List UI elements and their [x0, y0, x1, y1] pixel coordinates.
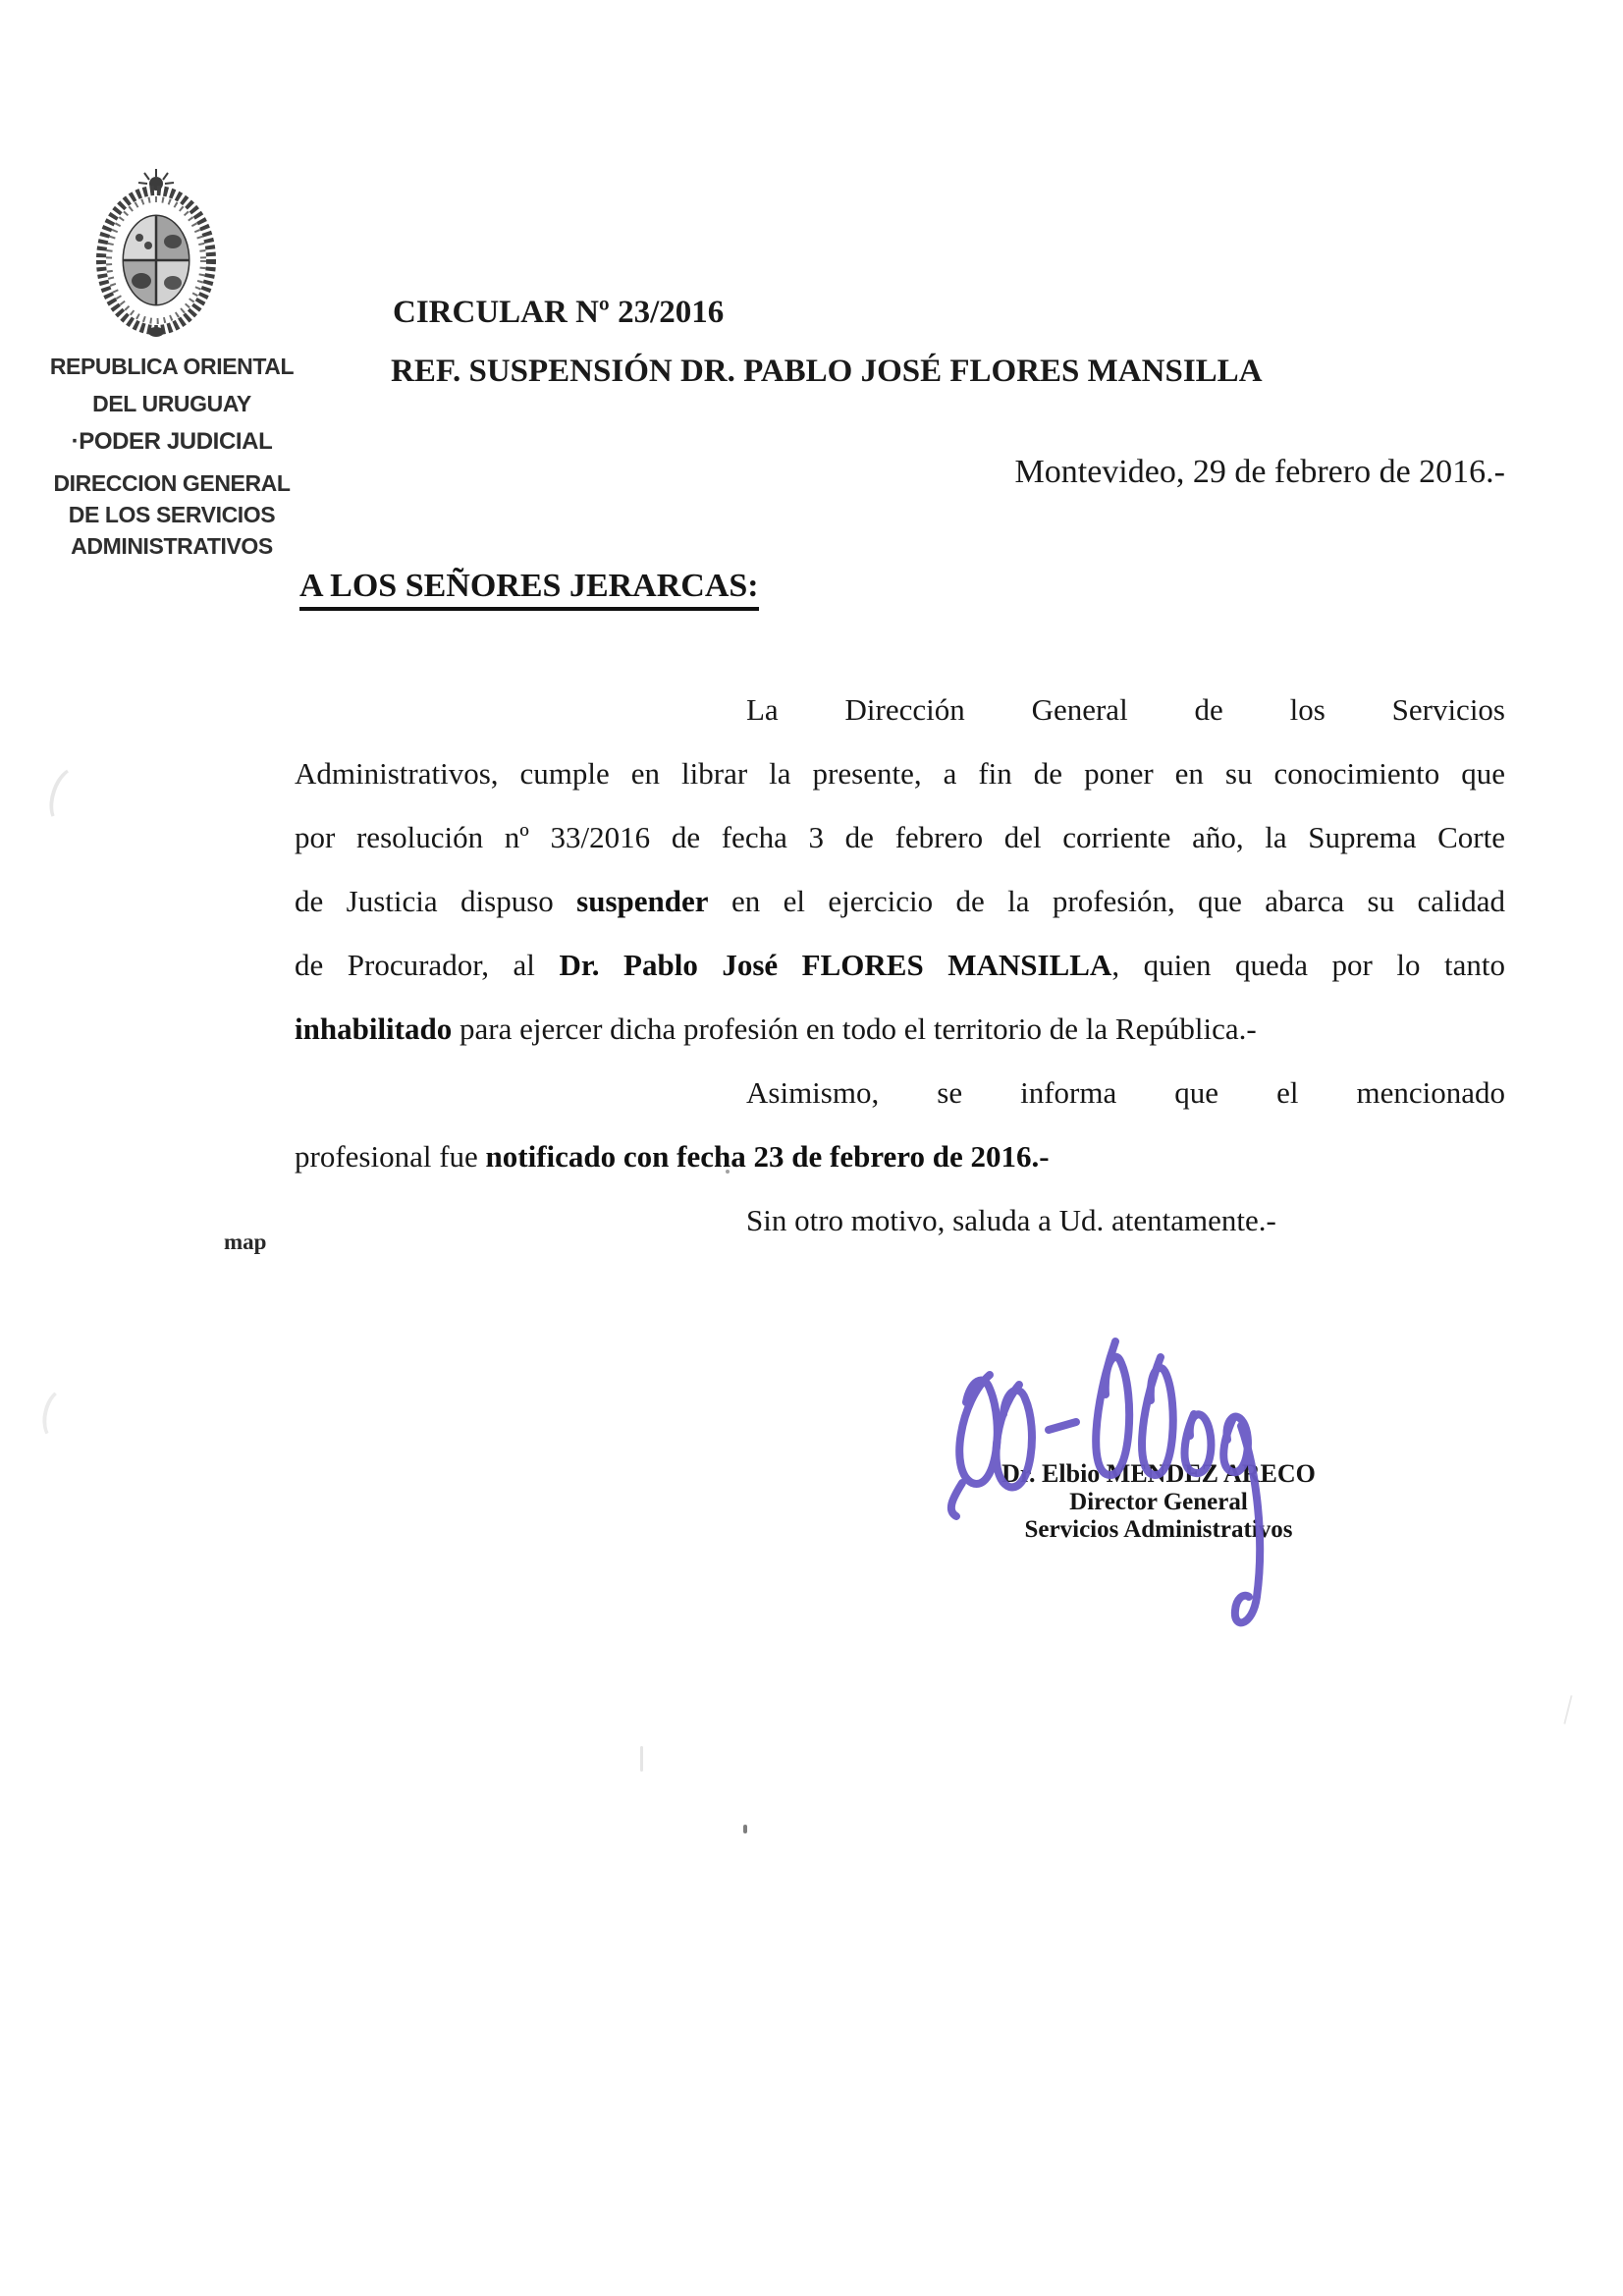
- signature-stroke: [1185, 1414, 1212, 1473]
- letterhead-organization: [35, 348, 308, 422]
- signature-stroke: [951, 1483, 962, 1516]
- scan-artifact: [743, 1825, 747, 1833]
- scan-artifact: [1563, 1695, 1572, 1724]
- body-line: La Dirección General de los Servicios: [746, 692, 1505, 727]
- scan-artifact: [42, 762, 95, 831]
- body-line: por resolución nº 33/2016 de fecha 3 de febrero del corriente año, la Suprema Corte: [295, 820, 1505, 854]
- body-line: de Justicia dispuso suspender en el ejercicio de la profesión, que abarca su calidad: [295, 884, 1505, 918]
- salutation-text: A LOS SEÑORES JERARCAS:: [299, 568, 759, 611]
- scan-artifact: [726, 1170, 730, 1174]
- letterhead-branch: ·PODER JUDICIAL: [71, 428, 273, 455]
- letterhead-office-line-2: DE LOS SERVICIOS: [68, 502, 276, 527]
- salutation-line: [299, 568, 759, 605]
- uruguay-coat-of-arms-icon: [90, 167, 223, 339]
- signature-stroke: [959, 1375, 998, 1484]
- signer-office: Servicios Administrativos: [1024, 1516, 1293, 1543]
- signer-title: Director General: [1069, 1489, 1248, 1515]
- signature-stroke: [1142, 1357, 1173, 1475]
- signature-stroke: [1235, 1426, 1260, 1622]
- letterhead: [35, 348, 308, 562]
- signature-stroke: [1049, 1422, 1076, 1430]
- typist-initials: map: [224, 1230, 267, 1254]
- dateline: Montevideo, 29 de febrero de 2016.-: [1014, 454, 1505, 490]
- letterhead-office-line-1: DIRECCION GENERAL: [53, 470, 291, 496]
- letterhead-org-line-2: DEL URUGUAY: [92, 391, 251, 416]
- signature-stroke: [997, 1385, 1032, 1487]
- body-line: de Procurador, al Dr. Pablo José FLORES MANSILLA, quien queda por lo tanto: [295, 948, 1506, 982]
- body-line: profesional fue notificado con fecha 23 de febrero de 2016.-: [295, 1139, 1050, 1174]
- signer-name: Dr. Elbio MENDEZ ARECO: [1001, 1459, 1316, 1488]
- letterhead-office: [35, 467, 308, 562]
- reference-line: REF. SUSPENSIÓN DR. PABLO JOSÉ FLORES MANSILLA: [391, 354, 1263, 389]
- body-line: inhabilitado para ejercer dicha profesión en todo el territorio de la República.-: [295, 1011, 1257, 1046]
- letterhead-org-line-1: REPUBLICA ORIENTAL: [49, 354, 295, 379]
- circular-number: CIRCULAR Nº 23/2016: [393, 295, 725, 330]
- letter-body: [295, 678, 1505, 1252]
- body-line: Administrativos, cumple en librar la presente, a fin de poner en su conocimiento que: [295, 756, 1505, 791]
- scan-artifact: [640, 1746, 643, 1772]
- signature-stroke: [1096, 1341, 1129, 1475]
- scan-artifact: [38, 1386, 81, 1445]
- letterhead-office-line-3: ADMINISTRATIVOS: [71, 533, 273, 559]
- handwritten-signature: [933, 1324, 1306, 1648]
- body-line: Asimismo, se informa que el mencionado: [746, 1075, 1505, 1110]
- body-line: Sin otro motivo, saluda a Ud. atentamente.-: [746, 1203, 1276, 1237]
